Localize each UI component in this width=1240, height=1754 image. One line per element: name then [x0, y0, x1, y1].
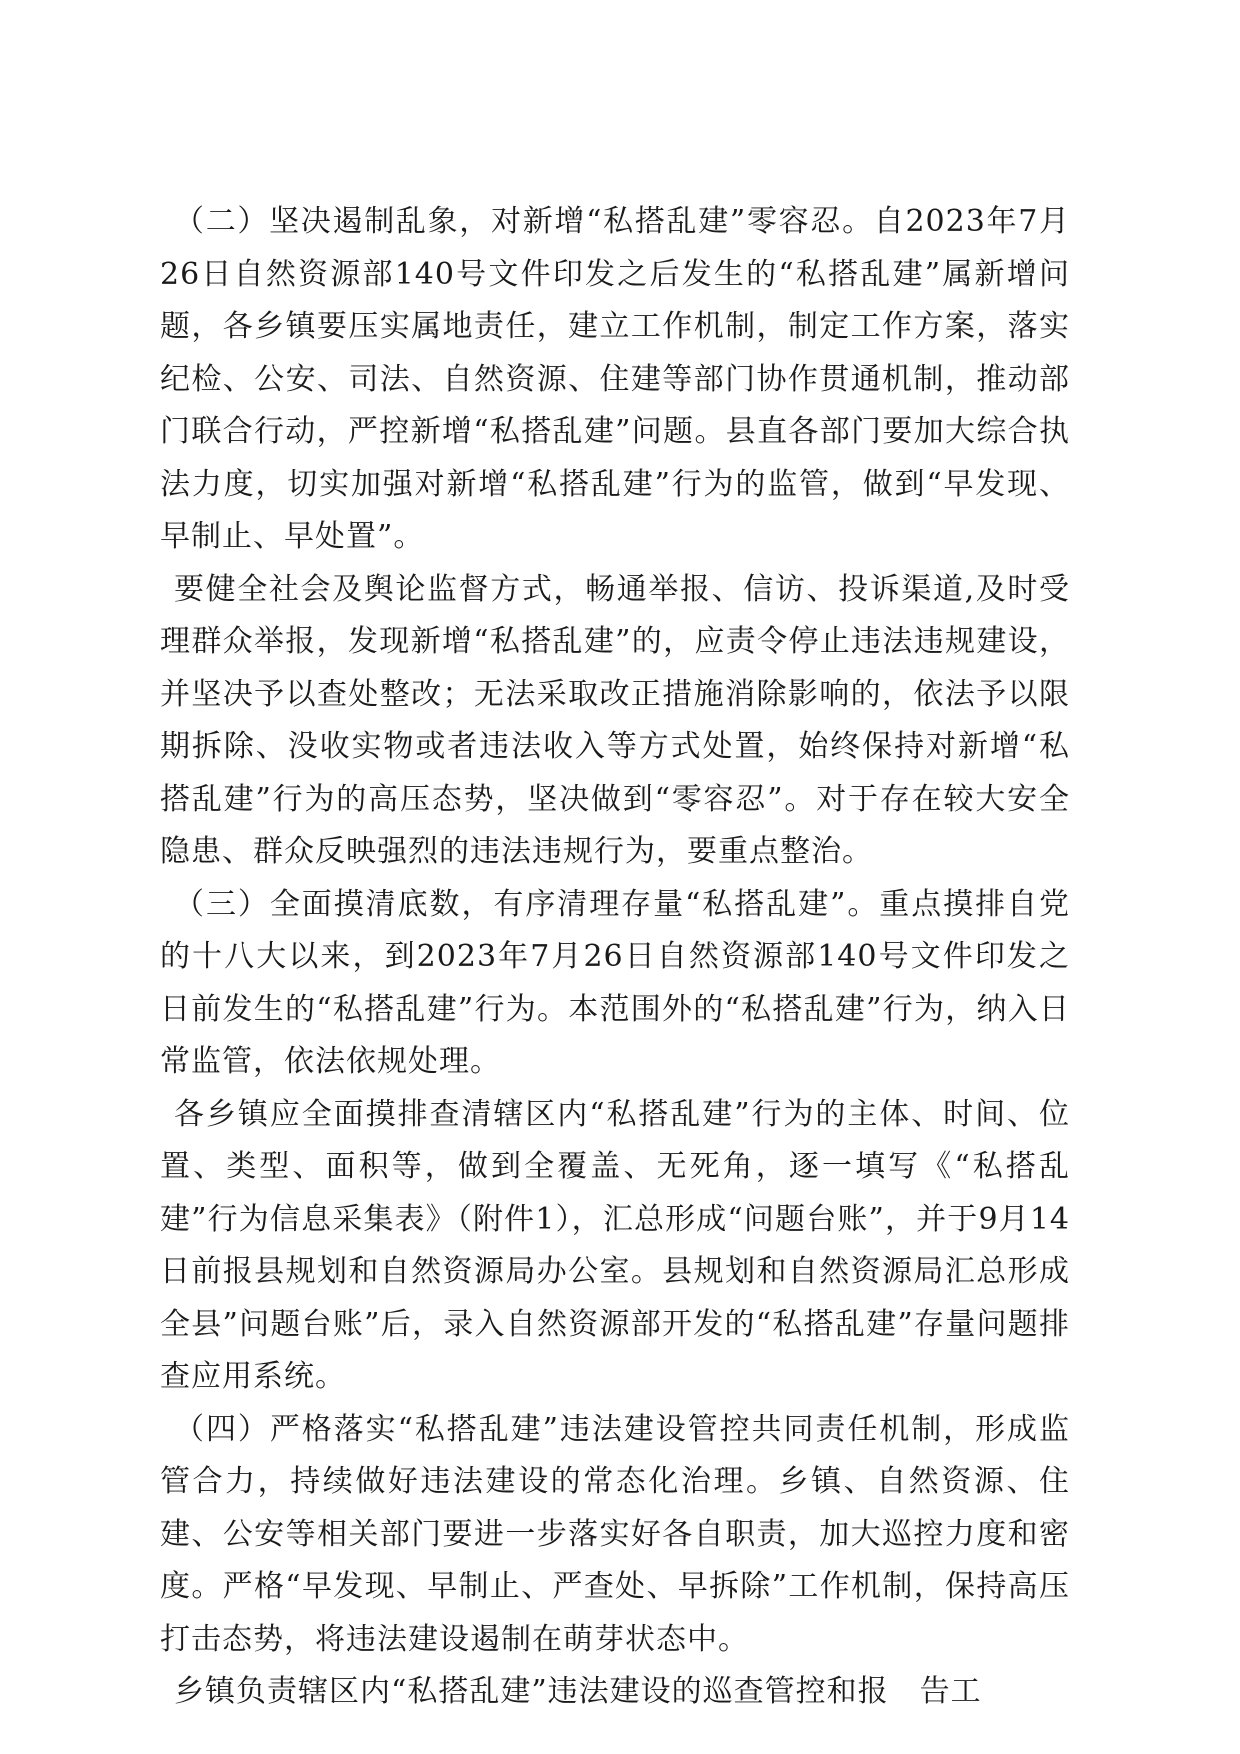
paragraph-section-4: （四）严格落实“私搭乱建”违法建设管控共同责任机制，形成监管合力，持续做好违法建设的常态化治理。乡镇、自然资源、住建、公安等相关部门要进一步落实好各自职责，加大巡控力度和密度。严格“早发现、早制止、严查处、早拆除”工作机制，保持高压打击态势，将违法建设遏制在萌芽状态中。: [160, 1411, 1070, 1657]
paragraph-section-2: （二）坚决遏制乱象，对新增“私搭乱建”零容忍。自2023年7月26日自然资源部140号文件印发之后发生的“私搭乱建”属新增问题，各乡镇要压实属地责任，建立工作机制，制定工作方案，落实纪检、公安、司法、自然资源、住建等部门协作贯通机制，推动部门联合行动，严控新增“私搭乱建”问题。县直各部门要加大综合执法力度，切实加强对新增“私搭乱建”行为的监管，做到“早发现、早制止、早处置”。: [160, 204, 1070, 554]
paragraph-township-duty: 乡镇负责辖区内“私搭乱建”违法建设的巡查管控和报 告工: [174, 1674, 982, 1709]
document-body: [160, 196, 1070, 1719]
paragraph-investigation: 各乡镇应全面摸排查清辖区内“私搭乱建”行为的主体、时间、位置、类型、面积等，做到全覆盖、无死角，逐一填写《“私搭乱建”行为信息采集表》（附件1），汇总形成“问题台账”，并于9月14日前报县规划和自然资源局办公室。县规划和自然资源局汇总形成全县”问题台账”后，录入自然资源部开发的“私搭乱建”存量问题排查应用系统。: [160, 1096, 1070, 1394]
paragraph-section-3: （三）全面摸清底数，有序清理存量“私搭乱建”。重点摸排自党的十八大以来，到2023年7月26日自然资源部140号文件印发之日前发生的“私搭乱建”行为。本范围外的“私搭乱建”行为，纳入日常监管，依法依规处理。: [160, 886, 1070, 1079]
paragraph-supervision: 要健全社会及舆论监督方式，畅通举报、信访、投诉渠道,及时受理群众举报，发现新增“私搭乱建”的，应责令停止违法违规建设，并坚决予以查处整改；无法采取改正措施消除影响的，依法予以限期拆除、没收实物或者违法收入等方式处置，始终保持对新增“私搭乱建”行为的高压态势，坚决做到“零容忍”。对于存在较大安全隐患、群众反映强烈的违法违规行为，要重点整治。: [160, 571, 1070, 869]
